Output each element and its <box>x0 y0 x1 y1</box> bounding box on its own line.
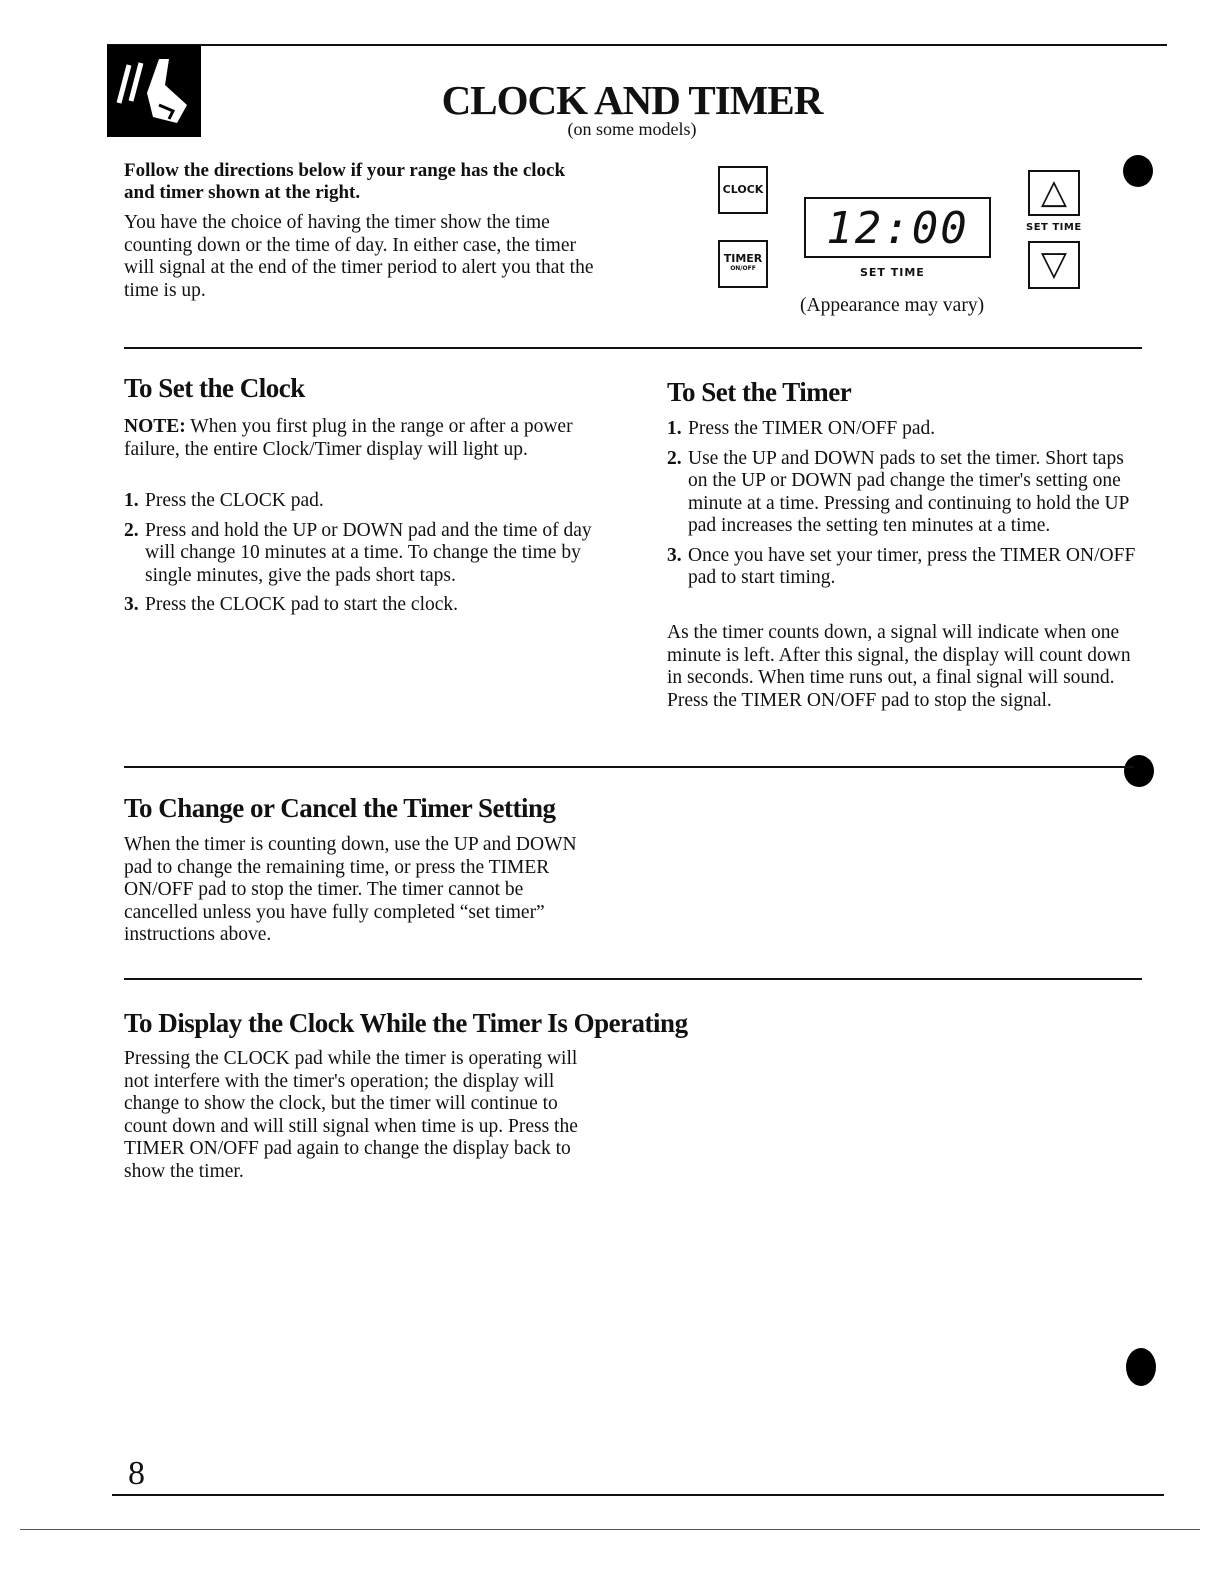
display-value: 12:00 <box>826 203 969 254</box>
timer-on-off-pad[interactable] <box>718 240 768 288</box>
set-time-label: SET TIME <box>1026 222 1082 233</box>
change-cancel-body: When the timer is counting down, use the UP and DOWN pad to change the remaining time, or press the TIMER ON/OFF pad to stop the timer. The timer cannot be cancelled unless you have fully completed “set timer” instructions above. <box>124 834 577 945</box>
set-clock-note <box>124 416 584 461</box>
list-item: 3. Once you have set your timer, press the TIMER ON/OFF pad to start timing. <box>667 544 1136 588</box>
set-timer-after-text: As the timer counts down, a signal will indicate when one minute is left. After this signal, the display will count down in seconds. When time runs out, a final signal will sound. Press the TIMER ON/OFF pad to stop the signal. <box>667 622 1131 711</box>
intro-body: You have the choice of having the timer show the time counting down or the time of day. In either case, the timer will signal at the end of the timer period to alert you that the time is up. <box>124 212 594 301</box>
display-set-time-label: SET TIME <box>860 266 925 279</box>
section-divider <box>124 766 1134 768</box>
binder-hole-mark <box>1123 155 1153 187</box>
up-arrow-pad[interactable] <box>1028 170 1080 216</box>
up-arrow-icon: △ <box>1040 172 1068 212</box>
section-divider <box>124 978 1142 980</box>
set-timer-heading: To Set the Timer <box>667 377 852 407</box>
list-item: 1. Press the CLOCK pad. <box>124 490 324 511</box>
intro-bold-text: Follow the directions below if your range has the clock and timer shown at the right. <box>124 160 566 203</box>
appearance-caption: (Appearance may vary) <box>800 295 985 316</box>
timer-pad-label: TIMER <box>723 252 763 265</box>
clock-pad[interactable] <box>718 166 768 214</box>
display-clock-heading: To Display the Clock While the Timer Is Operating <box>124 1008 688 1038</box>
list-item: 1. Press the TIMER ON/OFF pad. <box>667 418 936 439</box>
page-title: CLOCK AND TIMER <box>441 77 823 123</box>
clock-pad-label: CLOCK <box>722 183 764 196</box>
page-subtitle: (on some models) <box>567 119 697 139</box>
section-divider <box>124 347 1142 349</box>
set-clock-heading: To Set the Clock <box>124 373 305 403</box>
change-cancel-heading: To Change or Cancel the Timer Setting <box>124 793 556 823</box>
clock-display <box>804 197 991 258</box>
down-arrow-pad[interactable] <box>1028 241 1080 289</box>
list-item: 2. Use the UP and DOWN pads to set the timer. Short taps on the UP or DOWN pad change the timer's setting one minute at a time. Pressing and continuing to hold the UP pad increases the setting ten minutes at a time. <box>667 447 1129 536</box>
footer-thin-rule <box>20 1529 1200 1530</box>
binder-hole-mark <box>1124 755 1154 787</box>
set-timer-steps <box>667 418 1142 597</box>
binder-hole-mark <box>1126 1348 1156 1386</box>
display-clock-body: Pressing the CLOCK pad while the timer is operating will not interfere with the timer's operation; the display will change to show the clock, but the timer will continue to count down and will still signal when time is up. Press the TIMER ON/OFF pad again to change the display back to show the timer. <box>124 1048 578 1182</box>
footer-rule <box>112 1494 1164 1496</box>
timer-pad-sublabel: ON/OFF <box>730 265 756 272</box>
down-arrow-icon: ▽ <box>1040 244 1068 284</box>
list-item: 3. Press the CLOCK pad to start the clock. <box>124 594 459 615</box>
header-top-rule <box>107 44 1167 46</box>
note-label: NOTE: <box>124 416 186 437</box>
note-text: When you first plug in the range or after a power failure, the entire Clock/Timer display will light up. <box>124 416 573 460</box>
list-item: 2. Press and hold the UP or DOWN pad and the time of day will change 10 minutes at a time. To change the time by single minutes, give the pads short taps. <box>124 519 592 586</box>
page-number: 8 <box>128 1455 145 1492</box>
set-clock-steps <box>124 490 599 624</box>
